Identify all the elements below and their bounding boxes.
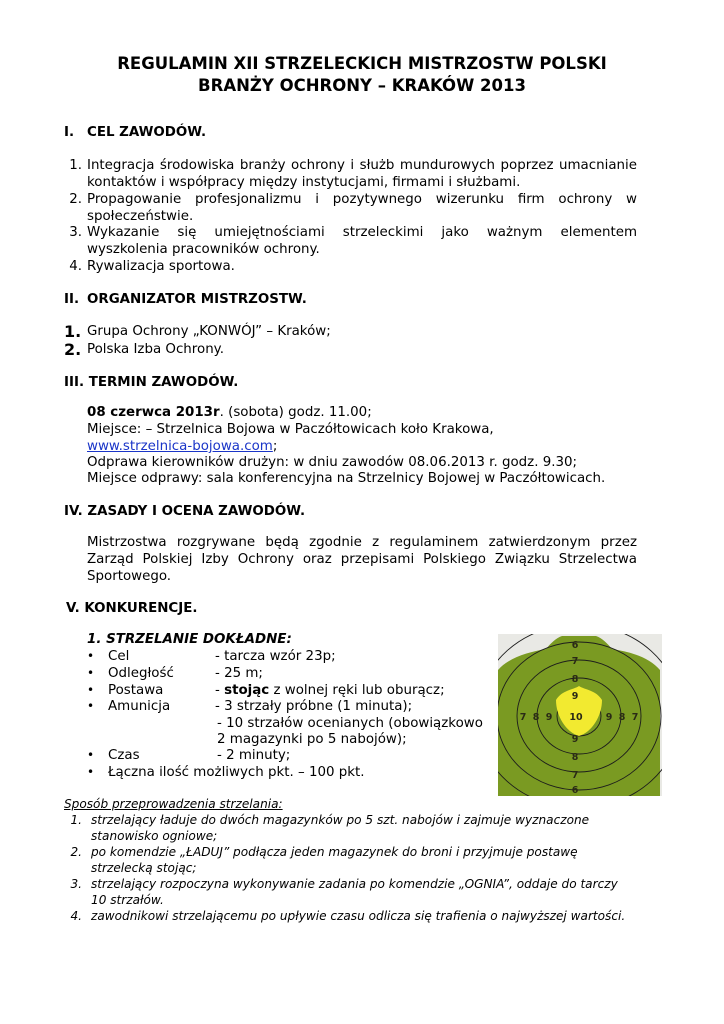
section-1-heading: CEL ZAWODÓW. <box>87 125 207 140</box>
s2-item1-num: 1. <box>64 322 82 341</box>
s3-place: Miejsce: – Strzelnica Bojowa w Paczółtowicach koło Krakowa, <box>87 422 494 437</box>
s1-item2-line1: Propagowanie profesjonalizmu i pozytywnego wizerunku firm ochrony w <box>87 192 637 207</box>
target-num: 6 <box>571 640 579 651</box>
proc-item1-line1: strzelający ładuje do dwóch magazynków po 5 szt. nabojów i zajmuje wyznaczone <box>91 813 590 827</box>
section-5-heading: V. KONKURENCJE. <box>66 601 198 616</box>
proc-item3-line1: strzelający rozpoczyna wykonywanie zadania po komendzie „OGNIA”, oddaje do tarczy <box>91 877 618 891</box>
amunicja-label: Amunicja <box>108 699 171 714</box>
bullet: • <box>87 649 95 663</box>
postawa-label: Postawa <box>108 683 164 698</box>
odleglosc-label: Odległość <box>108 666 174 681</box>
bullet: • <box>87 748 95 762</box>
target-num: 9 <box>545 712 553 723</box>
proc-item1-num: 1. <box>70 813 82 827</box>
czas-label: Czas <box>108 748 140 763</box>
s4-line3: Sportowego. <box>87 569 172 584</box>
postawa-value <box>215 683 445 698</box>
section-3-heading: III. TERMIN ZAWODÓW. <box>64 375 239 390</box>
s3-briefing: Odprawa kierowników drużyn: w dniu zawodów 08.06.2013 r. godz. 9.30; <box>87 455 578 470</box>
s1-item3-line1: Wykazanie się umiejętnościami strzeleckimi jako ważnym elementem <box>87 225 637 240</box>
section-2-number: II. <box>64 292 80 307</box>
bullet: • <box>87 683 95 697</box>
target-svg <box>498 634 662 796</box>
s4-line2: Zarząd Polskiej Izby Ochrony oraz przepisami Polskiego Związku Strzelectwa <box>87 552 637 567</box>
target-num: 9 <box>605 712 613 723</box>
s3-briefing-place: Miejsce odprawy: sala konferencyjna na Strzelnicy Bojowej w Paczółtowicach. <box>87 471 606 486</box>
total-points: Łączna ilość możliwych pkt. – 100 pkt. <box>108 765 365 780</box>
czas-value: - 2 minuty; <box>217 748 291 763</box>
bullet: • <box>87 666 95 680</box>
odleglosc-value: - 25 m; <box>215 666 263 681</box>
s1-item3-num: 3. <box>69 225 82 240</box>
s1-item4-num: 4. <box>69 259 82 274</box>
proc-item2-num: 2. <box>70 845 82 859</box>
proc-item4-line1: zawodnikowi strzelającemu po upływie czasu odlicza się trafienia o najwyższej wartości. <box>91 909 626 923</box>
doc-title-line2: BRANŻY OCHRONY – KRAKÓW 2013 <box>198 76 526 95</box>
s1-item3-line2: wyszkolenia pracowników ochrony. <box>87 242 320 257</box>
proc-item3-num: 3. <box>70 877 82 891</box>
section-4-heading: IV. ZASADY I OCENA ZAWODÓW. <box>64 504 306 519</box>
section-2-heading: ORGANIZATOR MISTRZOSTW. <box>87 292 307 307</box>
target-num: 9 <box>571 734 579 745</box>
target-num: 7 <box>571 656 579 667</box>
s1-item1-line2: kontaktów i współpracy między instytucjami, firmami i służbami. <box>87 175 521 190</box>
postawa-post: z wolnej ręki lub oburącz; <box>269 683 445 698</box>
target-center-num: 10 <box>569 712 583 723</box>
target-num: 8 <box>571 752 579 763</box>
proc-item4-num: 4. <box>70 909 82 923</box>
bullet: • <box>87 765 95 779</box>
target-num: 8 <box>532 712 540 723</box>
s2-item1-text: Grupa Ochrony „KONWÓJ” – Kraków; <box>87 324 331 339</box>
postawa-bold: stojąc <box>224 683 270 698</box>
proc-item2-line1: po komendzie „ŁADUJ” podłącza jeden magazynek do broni i przyjmuje postawę <box>91 845 578 859</box>
cel-value: - tarcza wzór 23p; <box>215 649 336 664</box>
s3-date <box>87 405 372 420</box>
s1-item1-line1: Integracja środowiska branży ochrony i służb mundurowych poprzez umacnianie <box>87 158 637 173</box>
cel-label: Cel <box>108 649 130 664</box>
section-1-number: I. <box>64 125 75 140</box>
s1-item1-num: 1. <box>69 158 82 173</box>
target-num: 8 <box>618 712 626 723</box>
proc-item2-line2: strzelecką stojąc; <box>91 861 197 875</box>
s1-item2-num: 2. <box>69 192 82 207</box>
target-num: 8 <box>571 674 579 685</box>
proc-item1-line2: stanowisko ogniowe; <box>91 829 218 843</box>
s3-url-after: ; <box>272 439 278 454</box>
amunicja-line3: 2 magazynki po 5 nabojów); <box>217 732 407 747</box>
target-num: 7 <box>571 770 579 781</box>
amunicja-line2: - 10 strzałów ocenianych (obowiązkowo <box>217 716 483 731</box>
target-num: 7 <box>631 712 639 723</box>
bullet: • <box>87 699 95 713</box>
s3-date-rest: . (sobota) godz. 11.00; <box>219 405 372 420</box>
s2-item2-text: Polska Izba Ochrony. <box>87 342 224 357</box>
procedure-heading: Sposób przeprowadzenia strzelania: <box>64 797 283 811</box>
s2-item2-num: 2. <box>64 340 82 359</box>
proc-item3-line2: 10 strzałów. <box>91 893 164 907</box>
strzelnica-link[interactable]: www.strzelnica-bojowa.com <box>87 439 273 454</box>
s3-date-bold: 08 czerwca 2013r <box>87 405 220 420</box>
doc-title-line1: REGULAMIN XII STRZELECKICH MISTRZOSTW POLSKI <box>117 54 607 73</box>
s5-subheading: 1. STRZELANIE DOKŁADNE: <box>87 632 292 647</box>
target-23p-image <box>498 634 662 796</box>
s1-item4-line1: Rywalizacja sportowa. <box>87 259 235 274</box>
s4-line1: Mistrzostwa rozgrywane będą zgodnie z regulaminem zatwierdzonym przez <box>87 535 637 550</box>
target-num: 6 <box>571 785 579 796</box>
s1-item2-line2: społeczeństwie. <box>87 209 194 224</box>
amunicja-value: - 3 strzały próbne (1 minuta); <box>215 699 413 714</box>
s3-url-line <box>87 439 277 454</box>
postawa-pre: - <box>215 683 225 698</box>
target-num: 7 <box>519 712 527 723</box>
target-num: 9 <box>571 691 579 702</box>
